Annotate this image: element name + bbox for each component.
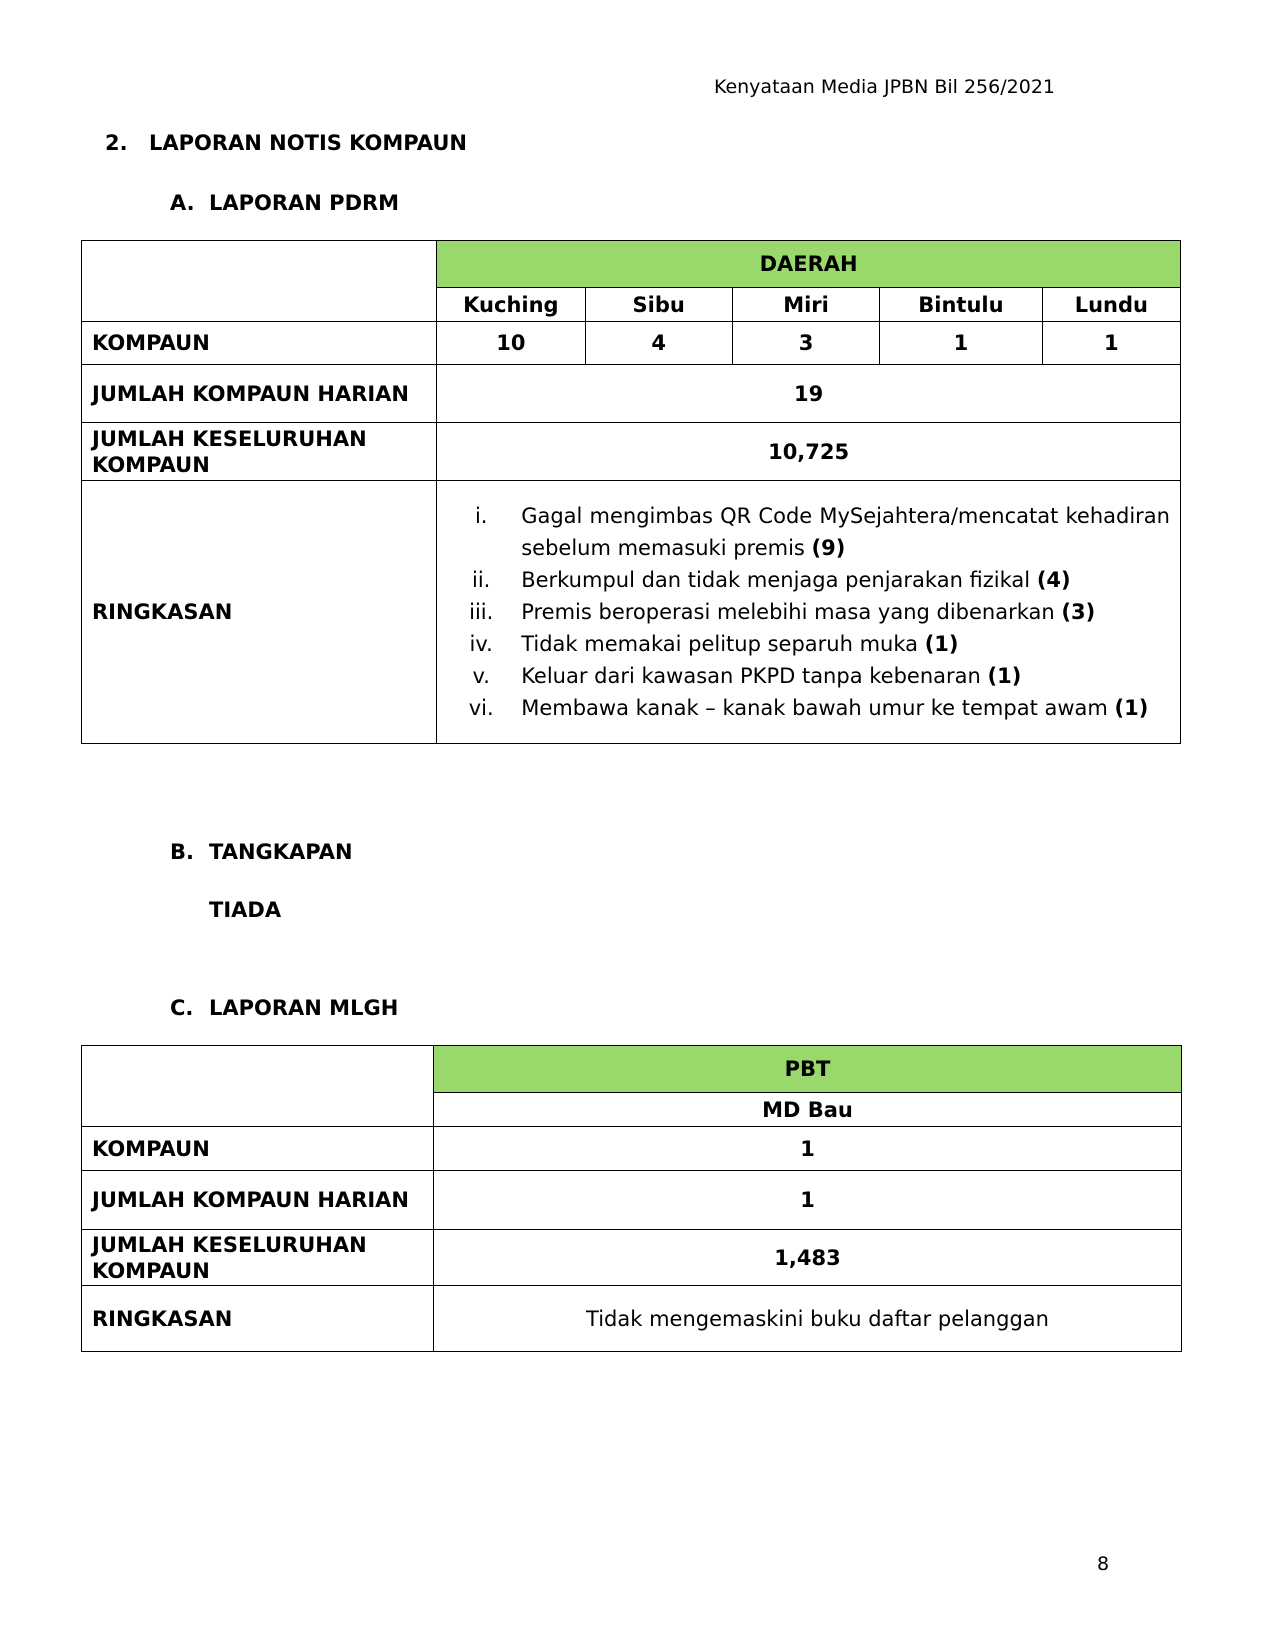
summary-item-description: Gagal mengimbas QR Code MySejahtera/mencatat kehadiran sebelum memasuki premis	[521, 504, 1170, 560]
row-label-harian: JUMLAH KOMPAUN HARIAN	[82, 1171, 434, 1230]
summary-item-description: Tidak memakai pelitup separuh muka	[521, 632, 925, 656]
row-label-keseluruhan	[82, 423, 437, 481]
summary-item-description: Keluar dari kawasan PKPD tanpa kebenaran	[521, 664, 988, 688]
table-row	[82, 1286, 1182, 1352]
keseluruhan-value: 1,483	[434, 1230, 1182, 1286]
subsection-b-title: TANGKAPAN	[209, 840, 353, 864]
summary-item-text	[521, 660, 1170, 692]
row-label-keseluruhan-line1: JUMLAH KESELURUHAN	[92, 1232, 367, 1257]
summary-item	[441, 564, 1170, 596]
summary-item-count: (3)	[1061, 600, 1096, 624]
summary-item-count: (1)	[987, 664, 1022, 688]
summary-item-text	[521, 628, 1170, 660]
row-label-kompaun: KOMPAUN	[82, 322, 437, 365]
row-label-keseluruhan-line1: JUMLAH KESELURUHAN	[92, 426, 367, 451]
subsection-c-heading	[170, 996, 398, 1020]
subsection-a-heading	[170, 191, 399, 215]
keseluruhan-value: 10,725	[437, 423, 1181, 481]
subsection-b-letter: B.	[170, 840, 194, 864]
table-row	[82, 1171, 1182, 1230]
summary-item	[441, 500, 1170, 564]
summary-list	[441, 500, 1170, 724]
table-row	[82, 365, 1181, 423]
table-row	[82, 481, 1181, 744]
pdrm-corner-cell	[82, 241, 437, 322]
table-row	[82, 423, 1181, 481]
summary-item-count: (1)	[1114, 696, 1149, 720]
row-label-keseluruhan-line2: KOMPAUN	[92, 452, 210, 477]
summary-item-number: v.	[472, 664, 490, 688]
subsection-c-title: LAPORAN MLGH	[209, 996, 399, 1020]
subsection-b-heading	[170, 840, 353, 864]
summary-item-description: Membawa kanak – kanak bawah umur ke tempat awam	[521, 696, 1115, 720]
mlgh-table	[81, 1045, 1182, 1352]
kompaun-value: 1	[434, 1127, 1182, 1171]
document-reference: Kenyataan Media JPBN Bil 256/2021	[713, 76, 1055, 98]
row-label-harian: JUMLAH KOMPAUN HARIAN	[82, 365, 437, 423]
summary-item-number: i.	[474, 504, 488, 528]
kompaun-value: 4	[585, 322, 732, 365]
summary-item-text	[521, 596, 1170, 628]
kompaun-value: 10	[437, 322, 585, 365]
row-label-keseluruhan-line2: KOMPAUN	[92, 1258, 210, 1283]
pdrm-group-header: DAERAH	[437, 241, 1181, 288]
table-row	[82, 322, 1181, 365]
mlgh-corner-cell	[82, 1046, 434, 1127]
row-label-keseluruhan	[82, 1230, 434, 1286]
subsection-a-title: LAPORAN PDRM	[209, 191, 400, 215]
page-number: 8	[1097, 1553, 1110, 1575]
section-number: 2.	[105, 131, 128, 155]
subsection-b-content: TIADA	[209, 898, 282, 922]
summary-item	[441, 692, 1170, 724]
ringkasan-value: Tidak mengemaskini buku daftar pelanggan	[434, 1286, 1182, 1352]
mlgh-group-header: PBT	[434, 1046, 1182, 1093]
district-header: Miri	[732, 288, 879, 322]
row-label-ringkasan: RINGKASAN	[82, 481, 437, 744]
authority-header: MD Bau	[434, 1093, 1182, 1127]
district-header: Lundu	[1042, 288, 1180, 322]
harian-value: 1	[434, 1171, 1182, 1230]
summary-item-number: iv.	[469, 632, 493, 656]
summary-item-number: ii.	[472, 568, 491, 592]
summary-item-text	[521, 564, 1170, 596]
summary-item-text	[521, 692, 1170, 724]
kompaun-value: 3	[732, 322, 879, 365]
subsection-c-letter: C.	[170, 996, 194, 1020]
summary-item	[441, 628, 1170, 660]
kompaun-value: 1	[1042, 322, 1180, 365]
subsection-a-letter: A.	[170, 191, 195, 215]
row-label-kompaun: KOMPAUN	[82, 1127, 434, 1171]
summary-item-count: (4)	[1036, 568, 1071, 592]
harian-value: 19	[437, 365, 1181, 423]
summary-item-count: (9)	[811, 536, 846, 560]
kompaun-value: 1	[880, 322, 1042, 365]
summary-item-number: vi.	[468, 696, 494, 720]
summary-item-text	[521, 500, 1170, 564]
section-heading	[105, 131, 467, 155]
district-header: Bintulu	[880, 288, 1042, 322]
pdrm-table	[81, 240, 1181, 744]
table-row	[82, 1230, 1182, 1286]
summary-item	[441, 596, 1170, 628]
section-title: LAPORAN NOTIS KOMPAUN	[149, 131, 467, 155]
ringkasan-cell	[437, 481, 1181, 744]
summary-item-count: (1)	[924, 632, 959, 656]
district-header: Kuching	[437, 288, 585, 322]
summary-item-description: Premis beroperasi melebihi masa yang dibenarkan	[521, 600, 1062, 624]
summary-item-number: iii.	[469, 600, 494, 624]
summary-item	[441, 660, 1170, 692]
summary-item-description: Berkumpul dan tidak menjaga penjarakan fizikal	[521, 568, 1037, 592]
table-row	[82, 1127, 1182, 1171]
row-label-ringkasan: RINGKASAN	[82, 1286, 434, 1352]
district-header: Sibu	[585, 288, 732, 322]
